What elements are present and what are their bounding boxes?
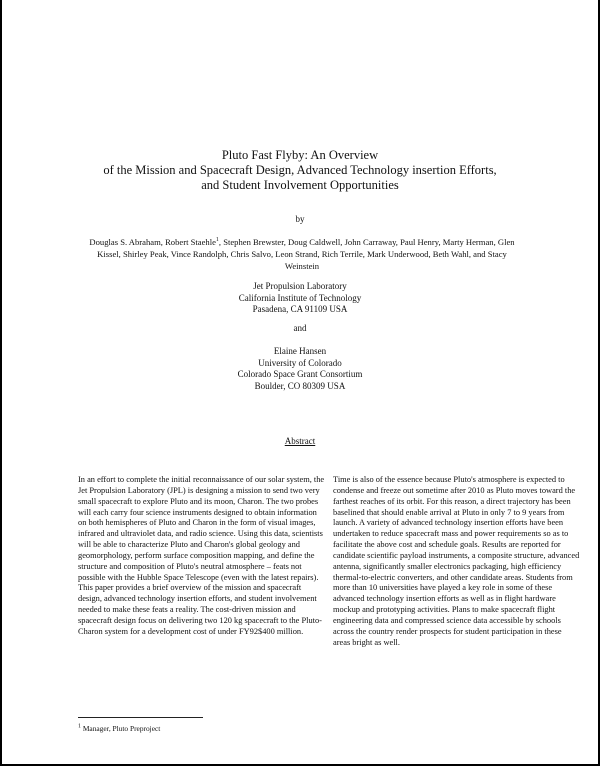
- title-line-3: and Student Involvement Opportunities: [201, 177, 399, 192]
- other-authors: , Stephen Brewster, Doug Caldwell, John Carraway, Paul Henry, Marty Herman, Glen Kissel, Shirley Peak, Vince Randolph, Chris Salvo, Leon Strand, Rich Terrile, Mark Underwood, Beth Wahl, and Stacy Weinstein: [97, 237, 515, 271]
- footnote: [78, 724, 160, 733]
- author-footnote-marker: 1: [215, 237, 219, 244]
- affiliation-colorado-line-1: Elaine Hansen: [273, 346, 327, 356]
- abstract-right-column: Time is also of the essence because Pluto's atmosphere is expected to condense and freeze out sometime after 2010 as Pluto moves toward the farthest reaches of its orbit. For this reason, a direct trajectory has been baselined that should enable arrival at Pluto in only 7 to 9 years from launch. A variety of advanced technology insertion efforts have been undertaken to reduce spacecraft mass and power requirements so as to facilitate the above cost and schedule goals. Results are reported for candidate scientific payload instruments, a composite structure, advanced antenna, significantly smaller electronics packaging, high efficiency thermal-to-electric converters, and other candidate areas. Students from more than 10 universities have played a key role in some of these advanced technology insertion efforts as well as in flight hardware mockup and prototyping activities. Plans to make spacecraft flight engineering data and compressed science data accessible by schools across the country render prospects for student participation in these areas bright as well.: [333, 475, 580, 647]
- lead-authors: Douglas S. Abraham, Robert Staehle: [89, 237, 216, 247]
- affiliation-jpl-line-2: California Institute of Technology: [238, 292, 362, 303]
- abstract-left-column: In an effort to complete the initial reconnaissance of our solar system, the Jet Propulsion Laboratory (JPL) is designing a mission to send two very small spacecraft to explore Pluto and its moon, Charon. The two probes will each carry four science instruments designed to obtain information on both hemispheres of Pluto and Charon in the form of visual images, infrared and ultraviolet data, and radio science. Using this data, scientists will be able to characterize Pluto and Charon's global geology and geomorphology, perform surface composition mapping, and define the structure and composition of Pluto's neutral atmosphere – feats not possible with the Hubble Space Telescope (even with the latest repairs). This paper provides a brief overview of the mission and spacecraft design, advanced technology insertion efforts, and student involvement needed to make these feats a reality. The cost-driven mission and spacecraft design focus on delivering two 120 kg spacecraft to the Pluto-Charon system for a development cost of under FY92$400 million.: [78, 475, 325, 636]
- abstract-heading: Abstract: [284, 436, 316, 446]
- footnote-text: Manager, Pluto Preproject: [81, 724, 161, 733]
- affiliation-jpl: [0, 281, 600, 316]
- affiliation-colorado: [0, 346, 600, 392]
- affiliation-colorado-line-2: University of Colorado: [258, 357, 342, 368]
- affiliation-colorado-line-3: Colorado Space Grant Consortium: [237, 369, 363, 379]
- paper-title: [0, 148, 600, 192]
- author-list: [88, 236, 516, 272]
- title-line-2: of the Mission and Spacecraft Design, Advanced Technology insertion Efforts,: [103, 162, 497, 177]
- affiliation-jpl-line-1: Jet Propulsion Laboratory: [253, 281, 347, 291]
- and-separator: and: [293, 323, 307, 333]
- affiliation-jpl-line-3: Pasadena, CA 91109 USA: [252, 304, 348, 314]
- affiliation-colorado-line-4: Boulder, CO 80309 USA: [254, 380, 346, 391]
- footnote-divider: [78, 717, 203, 718]
- by-label: by: [295, 214, 305, 224]
- footnote-marker: 1: [78, 723, 81, 730]
- title-line-1: Pluto Fast Flyby: An Overview: [221, 148, 379, 162]
